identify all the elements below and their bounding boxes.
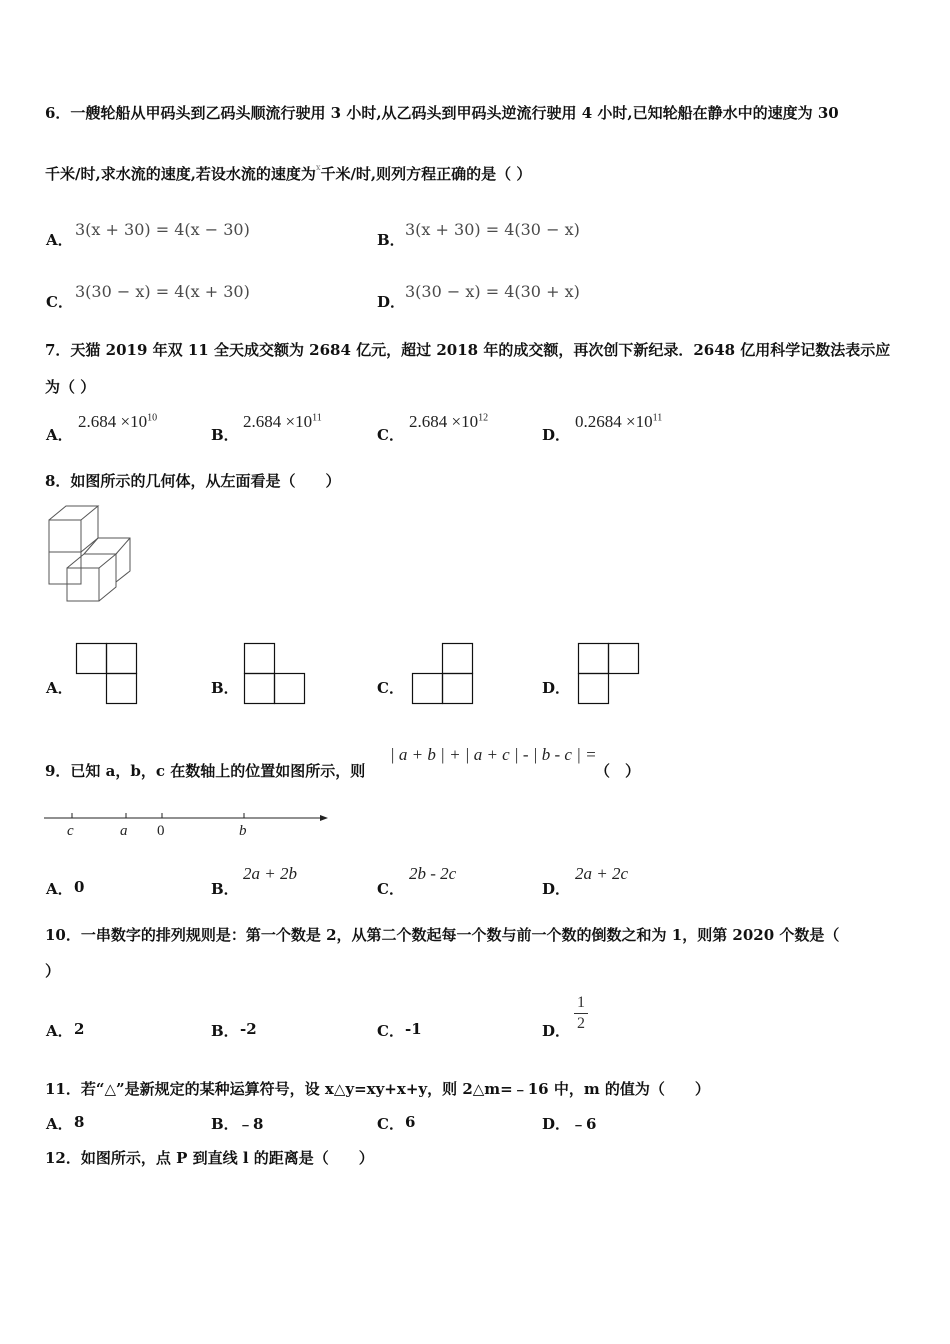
q11-stem: 11．若“△”是新规定的某种运算符号，设 x△y=xy+x+y，则 2△m=﹣16 中，m 的值为（ ） [45,1080,710,1098]
q6-option-d-label: D． [377,293,406,311]
number-line-arrow [320,815,328,821]
q10-option-b-value: -2 [240,1020,257,1038]
axis-label-b: b [239,823,247,839]
q9-option-d-value: 2a + 2c [575,864,629,883]
q10-line2: ） [45,962,61,980]
q9-option-b-label: B． [211,880,239,898]
q8-option-d-label: D． [542,679,571,697]
q8-solid-figure [40,500,140,610]
q10-line1: 10．一串数字的排列规则是：第一个数是 2，从第二个数起每一个数与前一个数的倒数之和为 1，则第 2020 个数是（ [45,926,840,944]
q8-option-d-figure [578,643,640,705]
q9-number-line [44,806,334,846]
q7-option-c-exp: 12 [478,412,489,424]
q11-option-c-label: C． [377,1115,404,1133]
q7-option-b-value [243,412,322,432]
q9-option-a-value: 0 [74,878,85,896]
q7-option-b-label: B． [211,426,239,444]
q6-option-c-formula: 3(30 − x) = 4(x + 30) [75,282,250,301]
q10-option-c-value: -1 [405,1020,422,1038]
q6-variable: x [315,163,321,172]
q10-option-a-value: 2 [74,1020,85,1038]
q7-option-b-base: 2.684 ×10 [243,412,313,431]
q10-option-d-label: D． [542,1022,571,1040]
q7-option-d-label: D． [542,426,571,444]
q9-stem-pre: 9．已知 a，b，c 在数轴上的位置如图所示，则 [45,762,366,780]
q10-option-a-label: A． [46,1022,73,1040]
q7-option-b-exp: 11 [312,412,322,424]
q6-option-a-formula: 3(x + 30) = 4(x − 30) [75,220,250,239]
q9-expression: | a + b | + | a + c | - | b - c | = [390,745,597,764]
q9-option-d-label: D． [542,880,571,898]
q8-option-a-label: A． [46,679,73,697]
axis-label-a: a [120,823,128,839]
q8-option-c-figure [412,643,474,705]
q6-option-c-label: C． [46,293,73,311]
q8-option-c-label: C． [377,679,404,697]
q12-stem: 12．如图所示，点 P 到直线 l 的距离是（ ） [45,1149,374,1167]
q7-option-a-value [78,412,157,432]
q8-option-b-label: B． [211,679,239,697]
q11-option-d-label: D． [542,1115,571,1133]
q6-option-a-label: A． [46,231,73,249]
q6-line1: 6．一艘轮船从甲码头到乙码头顺流行驶用 3 小时,从乙码头到甲码头逆流行驶用 4 小时,已知轮船在静水中的速度为 30 [45,104,839,122]
q7-line2: 为（ ） [45,378,96,396]
axis-label-c: c [67,823,74,839]
q6-option-b-label: B． [377,231,405,249]
q7-option-d-exp: 11 [652,412,663,424]
q11-option-d-value: ﹣6 [571,1115,597,1133]
q7-option-c-label: C． [377,426,404,444]
q8-stem: 8．如图所示的几何体，从左面看是（ ） [45,472,341,490]
q9-stem-post: （ ） [595,762,641,780]
q6-line2-post: 千米/时,则列方程正确的是（ ） [320,165,532,183]
q6-option-d-formula: 3(30 − x) = 4(30 + x) [405,282,580,301]
q10-option-c-label: C． [377,1022,404,1040]
q11-option-b-value: ﹣8 [238,1115,264,1133]
q7-line1: 7．天猫 2019 年双 11 全天成交额为 2684 亿元，超过 2018 年的成交额，再次创下新纪录．2648 亿用科学记数法表示应 [45,341,891,359]
q7-option-c-base: 2.684 ×10 [409,412,479,431]
q10-option-d-fraction [574,994,588,1033]
q11-option-a-value: 8 [74,1113,85,1131]
q11-option-a-label: A． [46,1115,73,1133]
q11-option-c-value: 6 [405,1113,416,1131]
q7-option-a-label: A． [46,426,73,444]
q8-option-a-figure [76,643,138,705]
q6-option-b-formula: 3(x + 30) = 4(30 − x) [405,220,580,239]
q7-option-a-base: 2.684 ×10 [78,412,148,431]
q11-option-b-label: B． [211,1115,239,1133]
q10-option-b-label: B． [211,1022,239,1040]
fraction-denominator: 2 [577,1015,585,1032]
q9-option-c-value: 2b - 2c [409,864,457,883]
q9-option-a-label: A． [46,880,73,898]
fraction-numerator: 1 [577,994,585,1011]
q8-option-b-figure [244,643,306,705]
q7-option-a-exp: 10 [147,412,158,424]
fraction-bar [574,1013,588,1014]
q7-option-c-value [409,412,488,432]
q7-option-d-value [575,412,662,432]
q6-line2-pre: 千米/时,求水流的速度,若设水流的速度为 [45,165,316,183]
q9-option-b-value: 2a + 2b [243,864,297,883]
q6-line2 [45,163,531,184]
axis-label-0: 0 [157,823,165,839]
q7-option-d-base: 0.2684 ×10 [575,412,653,431]
q9-option-c-label: C． [377,880,404,898]
